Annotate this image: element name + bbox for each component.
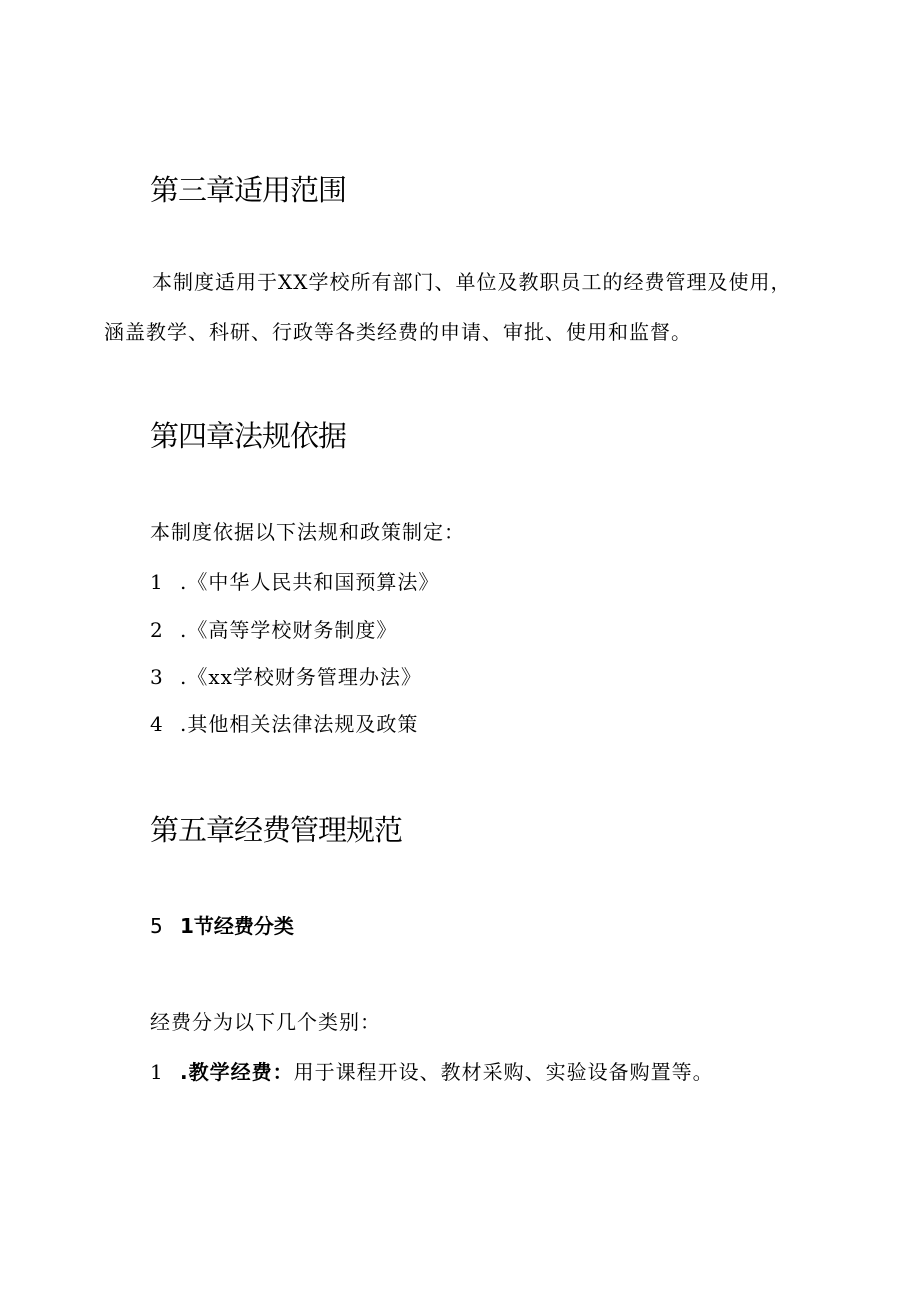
- chapter-3-paragraph-line-2: 涵盖教学、科研、行政等各类经费的申请、审批、使用和监督。: [104, 320, 692, 344]
- list-item-number: 3: [150, 665, 164, 689]
- section-number: 5: [150, 914, 163, 938]
- list-item: [150, 714, 418, 734]
- list-item: [150, 620, 397, 640]
- chapter-3-title: 第三章适用范围: [150, 173, 347, 207]
- list-item-number: 1: [150, 570, 164, 594]
- list-item: [150, 572, 439, 592]
- list-item-text: 用于课程开设、教材采购、实验设备购置等。: [293, 1060, 714, 1084]
- chapter-4-title: 第四章法规依据: [150, 419, 347, 453]
- list-item: [150, 1062, 714, 1082]
- list-item-text: .《高等学校财务制度》: [180, 618, 398, 642]
- chapter-3-paragraph-line-1: 本制度适用于XX学校所有部门、单位及教职员工的经费管理及使用，: [152, 270, 792, 294]
- list-item-text: .其他相关法律法规及政策: [180, 712, 419, 736]
- list-item-number: 1: [150, 1060, 164, 1084]
- section-heading: [150, 916, 294, 936]
- chapter-5-intro: 经费分为以下几个类别：: [150, 1010, 381, 1034]
- section-title: 1节经费分类: [180, 914, 294, 938]
- list-item-number: 2: [150, 618, 164, 642]
- list-item-text: .《xx学校财务管理办法》: [180, 665, 422, 689]
- list-item-label: .教学经费：: [180, 1060, 294, 1084]
- chapter-5-title: 第五章经费管理规范: [150, 813, 403, 847]
- list-item: [150, 667, 422, 687]
- list-item-number: 4: [150, 712, 164, 736]
- chapter-4-intro: 本制度依据以下法规和政策制定：: [150, 520, 465, 544]
- list-item-text: .《中华人民共和国预算法》: [180, 570, 440, 594]
